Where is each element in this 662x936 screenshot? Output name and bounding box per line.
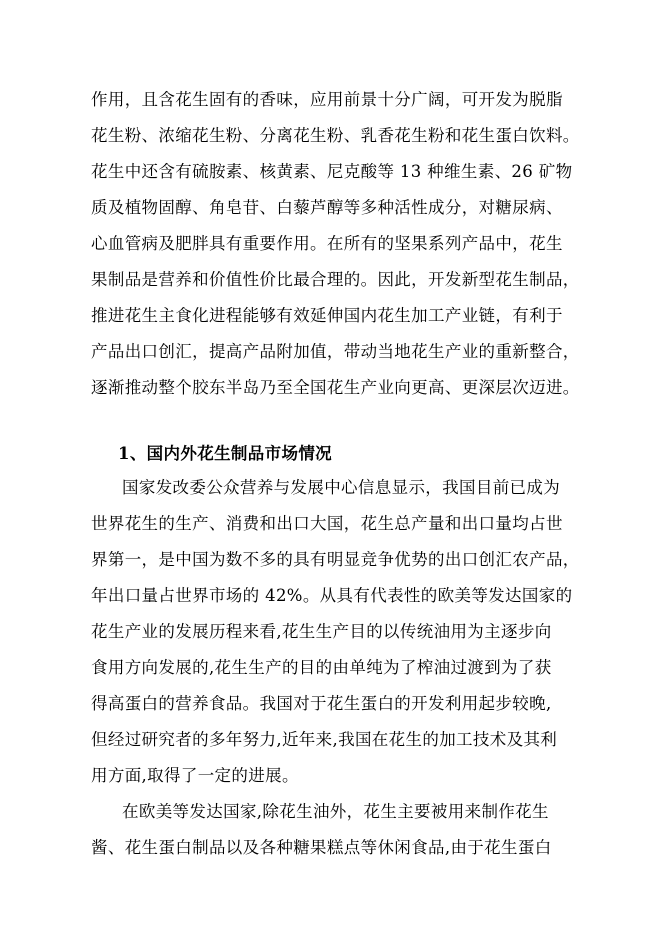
intro-line-7: 推进花生主食化进程能够有效延伸国内花生加工产业链，有利于 [91,306,563,325]
intro-line-1: 作用，且含花生固有的香味，应用前景十分广阔，可开发为脱脂 [91,90,563,109]
intro-line-8: 产品出口创汇，提高产品附加值，带动当地花生产业的重新整合， [91,342,580,361]
intro-line-3: 花生中还含有硫胺素、核黄素、尼克酸等 13 种维生素、26 矿物 [91,162,573,181]
market-line-7: 得高蛋白的营养食品。我国对于花生蛋白的开发利用起步较晚, [91,694,552,713]
intro-line-2: 花生粉、浓缩花生粉、分离花生粉、乳香花生粉和花生蛋白饮料。 [91,126,580,145]
market-line-8: 但经过研究者的多年努力,近年来,我国在花生的加工技术及其利 [91,730,558,749]
market-line-4: 年出口量占世界市场的 42%。从具有代表性的欧美等发达国家的 [91,586,573,605]
market-line-5: 花生产业的发展历程来看,花生生产目的以传统油用为主逐步向 [91,622,552,641]
market-line-1: 国家发改委公众营养与发展中心信息显示，我国目前已成为 [122,478,561,497]
market-line-6: 食用方向发展的,花生生产的目的由单纯为了榨油过渡到为了获 [91,658,552,677]
section-heading: 1、国内外花生制品市场情况 [118,444,333,463]
west-line-1: 在欧美等发达国家,除花生油外，花生主要被用来制作花生 [122,802,549,821]
west-line-2: 酱、花生蛋白制品以及各种糖果糕点等休闲食品,由于花生蛋白 [91,838,552,857]
market-line-2: 世界花生的生产、消费和出口大国，花生总产量和出口量均占世 [91,514,563,533]
intro-line-4: 质及植物固醇、角皂苷、白藜芦醇等多种活性成分，对糖尿病、 [91,198,563,217]
market-line-9: 用方面,取得了一定的进展。 [91,766,299,785]
intro-line-6: 果制品是营养和价值性价比最合理的。因此，开发新型花生制品， [91,270,580,289]
intro-line-9: 逐渐推动整个胶东半岛乃至全国花生产业向更高、更深层次迈进。 [91,378,580,397]
intro-line-5: 心血管病及肥胖具有重要作用。在所有的坚果系列产品中，花生 [91,234,563,253]
market-line-3: 界第一，是中国为数不多的具有明显竞争优势的出口创汇农产品， [91,550,580,569]
